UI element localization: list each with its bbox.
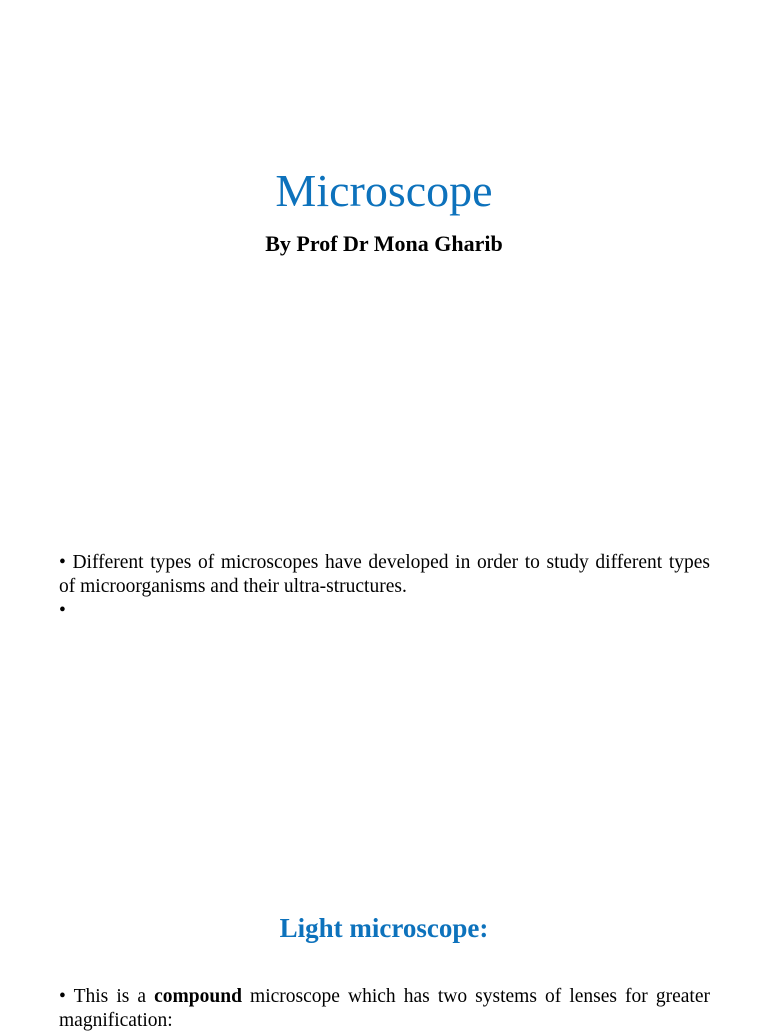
document-title: Microscope bbox=[275, 165, 493, 216]
bullet-item bbox=[59, 551, 710, 599]
section-heading-light-microscope: Light microscope: bbox=[279, 913, 489, 943]
bullet-glyph: • bbox=[59, 552, 66, 573]
light-microscope-bullet-list bbox=[59, 985, 710, 1033]
bullet-item-empty bbox=[59, 599, 710, 623]
bullet-text-after: microscope which has two systems of lenses for greater magnification: bbox=[59, 986, 710, 1031]
bullet-glyph: • bbox=[59, 600, 66, 621]
document-author: By Prof Dr Mona Gharib bbox=[265, 231, 503, 256]
bullet-item bbox=[59, 985, 710, 1033]
bullet-glyph: • bbox=[59, 986, 66, 1007]
bullet-bold-term: compound bbox=[154, 986, 242, 1007]
intro-bullet-list bbox=[59, 551, 710, 623]
bullet-text-before: This is a bbox=[73, 986, 147, 1007]
bullet-text: Different types of microscopes have developed in order to study different types of microorganisms and their ultra-structures. bbox=[59, 552, 710, 597]
